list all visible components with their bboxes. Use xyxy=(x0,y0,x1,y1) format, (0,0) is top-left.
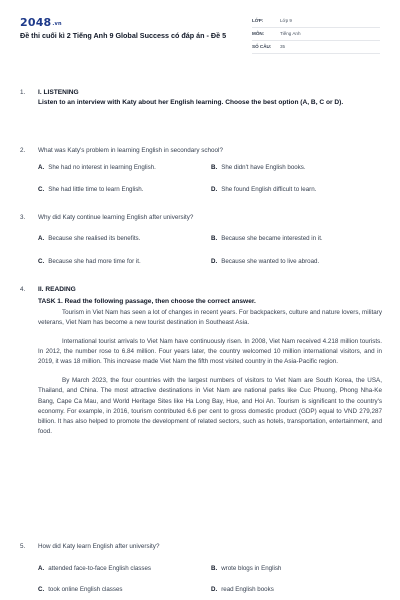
option-b[interactable]: B. wrote blogs in English xyxy=(211,565,282,572)
option-b[interactable]: B. She didn't have English books. xyxy=(211,164,306,171)
info-label: MÔN: xyxy=(252,30,265,36)
question-number: 5. xyxy=(20,543,26,550)
info-row-count xyxy=(252,41,380,54)
option-a[interactable]: A. She had no interest in learning English. xyxy=(38,164,156,171)
option-d[interactable]: D. She found English difficult to learn. xyxy=(211,186,317,193)
option-a[interactable]: A. attended face-to-face English classes xyxy=(38,565,152,572)
logo-text: 2048 xyxy=(20,16,52,29)
option-d[interactable]: D. read English books xyxy=(211,586,274,593)
section-instruction: Listen to an interview with Katy about her English learning. Choose the best option (A, B, C or D). xyxy=(38,98,344,106)
question-4 xyxy=(20,285,382,437)
logo-suffix: .vn xyxy=(52,21,62,27)
option-c[interactable]: C. took online English classes xyxy=(38,586,123,593)
info-label: LỚP: xyxy=(252,17,264,23)
question-number: 2. xyxy=(20,147,26,154)
question-text: What was Katy's problem in learning English in secondary school? xyxy=(38,147,223,154)
exam-title: Đề thi cuối kì 2 Tiếng Anh 9 Global Success có đáp án - Đề 5 xyxy=(20,31,227,40)
info-label: SỐ CÂU: xyxy=(252,43,272,49)
info-row-class xyxy=(252,15,380,28)
option-c[interactable]: C. She had little time to learn English. xyxy=(38,186,144,193)
option-c[interactable]: C. Because she had more time for it. xyxy=(38,258,141,265)
option-a[interactable]: A. Because she realised its benefits. xyxy=(38,235,141,242)
info-value: 35 xyxy=(280,43,286,49)
site-logo[interactable] xyxy=(20,15,62,31)
info-value: Lớp 9 xyxy=(280,17,292,23)
question-2 xyxy=(20,146,382,193)
question-text: How did Katy learn English after university? xyxy=(38,543,160,550)
info-row-subject xyxy=(252,28,380,41)
section-title-reading: II. READING xyxy=(38,286,76,293)
question-text: Why did Katy continue learning English after university? xyxy=(38,214,194,221)
page-header xyxy=(20,10,380,60)
question-3 xyxy=(20,213,382,265)
passage-paragraph-3: By March 2023, the four countries with the largest numbers of visitors to Viet Nam are South Korea, the USA, Thailand, and China. The most attractive destinations in Viet Nam are national parks like Cuc Phuong, Phong Nha-Ke Bang, Cape Ca Mau, and World Heritage Sites like Ha Long Bay, Hue, and Hoi An. Tourism is significant to the country's economy. For example, in 2016, tourism contributed 6.6 per cent to gross domestic product (GDP) equal to VND 279,287 billion. It has also helped to promote the development of related sectors, such as hotels, transportation, entertainment, and food. xyxy=(38,377,382,435)
section-title-listening: I. LISTENING xyxy=(38,89,79,96)
question-number: 4. xyxy=(20,286,26,293)
option-d[interactable]: D. Because she wanted to live abroad. xyxy=(211,258,320,265)
task-instruction: TASK 1. Read the following passage, then choose the correct answer. xyxy=(38,297,256,305)
option-b[interactable]: B. Because she became interested in it. xyxy=(211,235,323,242)
info-value: Tiếng Anh xyxy=(280,30,301,36)
question-number: 3. xyxy=(20,214,26,221)
question-1 xyxy=(20,88,382,107)
passage-paragraph-1: Tourism in Viet Nam has seen a lot of changes in recent years. For backpackers, culture and nature lovers, military veterans, Viet Nam has become a new tourist destination in Southeast Asia. xyxy=(38,309,382,327)
exam-info-table xyxy=(252,15,380,54)
question-number: 1. xyxy=(20,89,26,96)
question-5 xyxy=(20,542,382,593)
passage-paragraph-2: International tourist arrivals to Viet Nam have continuously risen. In 2008, Viet Nam received 4.218 million tourists. In 2012, the number rose to 6.84 million. Four years later, the country welcomed 10 million international visitors, and in 2019, it was 18 million. This increase made Viet Nam the fifth most visited country in the Asia-Pacific region. xyxy=(38,338,382,366)
